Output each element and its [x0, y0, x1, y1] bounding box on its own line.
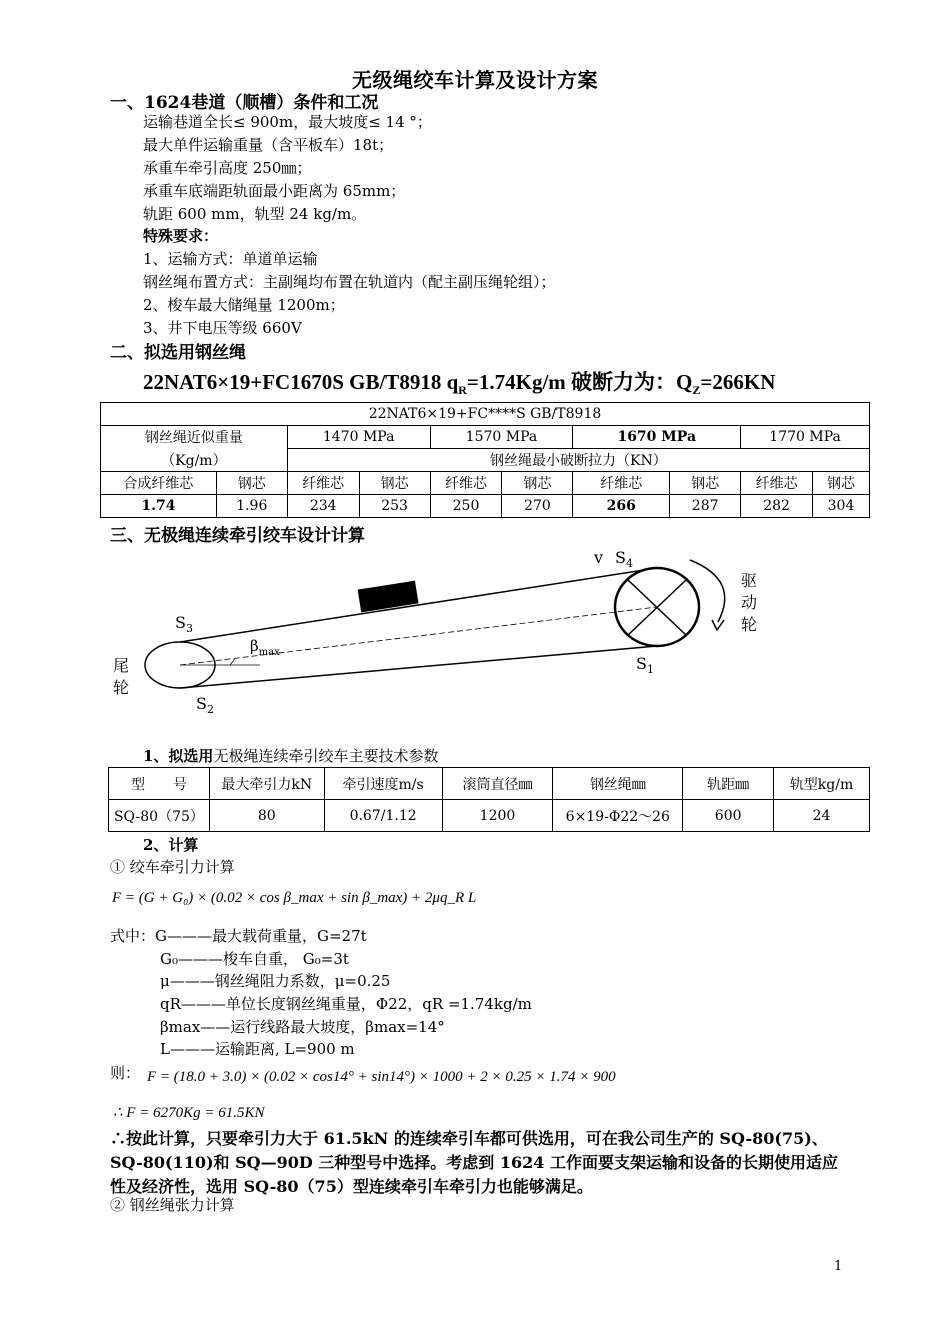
core-header: 纤维芯	[287, 472, 359, 495]
grade-header: 1470 MPa	[287, 426, 430, 449]
params-header: 最大牵引力kN	[209, 768, 324, 800]
result-formula: ∴ F = 6270Kg = 61.5KN	[113, 1105, 265, 1121]
grade-header: 1570 MPa	[430, 426, 573, 449]
special-heading: 特殊要求：	[143, 227, 219, 245]
tail-label-char: 轮	[113, 678, 130, 697]
then-label: 则：	[110, 1064, 141, 1082]
sub1-heading-bold: 1、拟选用	[143, 747, 214, 765]
params-cell: SQ-80（75）	[109, 800, 210, 832]
special-line: 1、运输方式：单道单运输	[143, 250, 318, 268]
sub1-heading-rest: 无极绳连续牵引绞车主要技术参数	[213, 747, 439, 765]
grade-header-selected: 1670 MPa	[573, 426, 741, 449]
table-cell: 287	[670, 495, 741, 518]
s4-label	[615, 547, 633, 575]
traction-formula: F = (G + G₀) × (0.02 × cos β_max + sin β_max) + 2μq_R L	[112, 890, 477, 906]
core-header: 钢芯	[502, 472, 573, 495]
table-cell: 250	[430, 495, 502, 518]
params-cell: 80	[209, 800, 324, 832]
rope-table	[100, 402, 870, 518]
s2-sub: 2	[206, 703, 214, 717]
table-cell: 282	[741, 495, 813, 518]
params-table	[108, 767, 870, 832]
s2-label	[196, 693, 214, 721]
velocity-label: v	[594, 548, 604, 567]
section2-heading: 二、拟选用钢丝绳	[110, 343, 246, 363]
s2-text: S	[196, 694, 207, 713]
core-header: 纤维芯	[430, 472, 502, 495]
where-line: qR———单位长度钢丝绳重量，Φ22，qR =1.74kg/m	[160, 995, 532, 1013]
params-header: 牵引速度m/s	[324, 768, 442, 800]
s4-text: S	[615, 548, 626, 567]
page-title: 无级绳绞车计算及设计方案	[352, 68, 598, 92]
rope-force: =266KN	[700, 370, 776, 394]
params-header: 钢丝绳㎜	[553, 768, 683, 800]
where-line: L———运输距离, L=900 m	[160, 1040, 355, 1058]
drive-label-char: 动	[741, 593, 758, 612]
core-header: 钢芯	[670, 472, 741, 495]
core-header: 纤维芯	[741, 472, 813, 495]
beta-label	[250, 635, 280, 664]
table-cell: 304	[813, 495, 870, 518]
special-line: 钢丝绳布置方式：主副绳均布置在轨道内（配主副压绳轮组）；	[143, 273, 556, 291]
rope-table-caption: 22NAT6×19+FC****S GB/T8918	[101, 403, 870, 426]
s1-label	[636, 653, 654, 681]
table-cell: 266	[573, 495, 670, 518]
section1-line: 最大单件运输重量（含平板车）18t；	[143, 136, 394, 154]
params-header: 滚筒直径㎜	[442, 768, 553, 800]
force-header: 钢丝绳最小破断拉力（KN）	[287, 449, 869, 472]
carriage-block	[358, 581, 419, 613]
rope-spec-line	[143, 366, 775, 398]
table-cell: 1.74	[101, 495, 217, 518]
weight-unit: （Kg/m）	[101, 449, 288, 472]
section1-line: 承重车牵引高度 250㎜；	[143, 159, 312, 177]
beta-sub: max	[258, 647, 280, 658]
params-header: 轨型kg/m	[774, 768, 870, 800]
section1-line: 轨距 600 mm，轨型 24 kg/m。	[143, 205, 367, 223]
section1-line: 运输巷道全长≤ 900m，最大坡度≤ 14 °；	[143, 113, 432, 131]
where-line: μ———钢丝绳阻力系数，μ=0.25	[160, 972, 391, 990]
core-header: 纤维芯	[573, 472, 670, 495]
conclusion-paragraph: ∴按此计算，只要牵引力大于 61.5kN 的连续牵引车都可供选用，可在我公司生产的 SQ-80(75)、SQ-80(110)和 SQ—90D 三种型号中选择。考虑到 1624 工作面要支架运输和设备的长期使用适应性及经济性，选用 SQ-80（75）型连续牵引车牵引力也能够满足。	[110, 1129, 838, 1196]
then-formula: F = (18.0 + 3.0) × (0.02 × cos14° + sin14°) × 1000 + 2 × 0.25 × 1.74 × 900	[147, 1069, 616, 1085]
s3-text: S	[175, 613, 186, 632]
where-line: 式中：G———最大载荷重量，G=27t	[110, 927, 367, 945]
angle-arc	[230, 659, 234, 665]
upper-rope	[180, 568, 657, 642]
params-cell: 1200	[442, 800, 553, 832]
s4-sub: 4	[625, 557, 633, 571]
core-header: 合成纤维芯	[101, 472, 217, 495]
special-line: 2、梭车最大储绳量 1200m；	[143, 296, 345, 314]
params-cell: 6×19-Φ22～26	[553, 800, 683, 832]
sub1-heading	[143, 745, 438, 767]
weight-header: 钢丝绳近似重量	[101, 426, 288, 449]
params-cell: 24	[774, 800, 870, 832]
drive-wheel-label	[741, 570, 757, 636]
drive-label-char: 轮	[741, 615, 758, 634]
page-number: 1	[834, 1259, 843, 1274]
section1-line: 承重车底端距轨面最小距离为 65mm；	[143, 182, 406, 200]
rope-spec-sub: R	[458, 383, 467, 398]
sub2-heading: 2、计算	[143, 836, 199, 854]
core-header: 钢芯	[813, 472, 870, 495]
table-cell: 234	[287, 495, 359, 518]
where-line: G₀———梭车自重， G₀=3t	[160, 950, 349, 968]
grade-header: 1770 MPa	[741, 426, 870, 449]
rope-spec: 22NAT6×19+FC1670S GB/T8918 q	[143, 370, 459, 394]
tail-label-char: 尾	[113, 656, 130, 675]
s3-label	[175, 612, 193, 640]
rope-force-sub: Z	[692, 383, 701, 398]
drive-label-char: 驱	[741, 571, 758, 590]
core-header: 钢芯	[216, 472, 287, 495]
where-line: βmax——运行线路最大坡度，βmax=14°	[160, 1018, 445, 1036]
special-line: 3、井下电压等级 660V	[143, 319, 302, 337]
table-cell: 270	[502, 495, 573, 518]
params-header: 轨距㎜	[683, 768, 774, 800]
params-cell: 0.67/1.12	[324, 800, 442, 832]
params-header: 型 号	[109, 768, 210, 800]
s1-sub: 1	[646, 663, 654, 677]
s3-sub: 3	[185, 622, 193, 636]
rope-mass: =1.74Kg/m 破断力为：Q	[466, 370, 693, 394]
table-cell: 253	[359, 495, 430, 518]
item2-heading: ② 钢丝绳张力计算	[110, 1196, 235, 1214]
beta-text: β	[250, 637, 259, 655]
params-cell: 600	[683, 800, 774, 832]
table-cell: 1.96	[216, 495, 287, 518]
item1-heading: ① 绞车牵引力计算	[110, 858, 235, 876]
core-header: 钢芯	[359, 472, 430, 495]
tail-wheel-label	[113, 655, 129, 699]
section3-heading: 三、无极绳连续牵引绞车设计计算	[110, 526, 365, 546]
s1-text: S	[636, 654, 647, 673]
section1-heading: 一、1624巷道（顺槽）条件和工况	[110, 93, 379, 113]
